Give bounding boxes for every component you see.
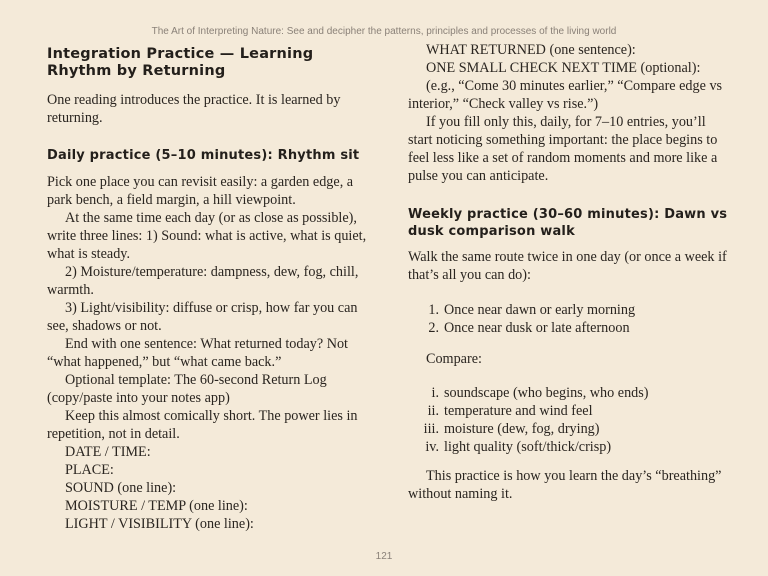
daily-paragraph-5: End with one sentence: What returned today? Not “what happened,” but “what came back.” xyxy=(47,336,349,370)
template-line: PLACE: xyxy=(65,462,114,478)
list-item: i. soundscape (who begins, who ends) xyxy=(431,385,649,401)
weekly-intro-paragraph: Walk the same route twice in one day (or once a week if that’s all you can do): xyxy=(408,249,727,283)
list-item: 2. Once near dusk or late afternoon xyxy=(428,320,630,336)
daily-paragraph-6: Optional template: The 60-second Return Log (copy/paste into your notes app) xyxy=(47,372,327,406)
examples-paragraph: (e.g., “Come 30 minutes earlier,” “Compare edge vs interior,” “Check valley vs rise.”) xyxy=(408,78,723,112)
daily-paragraph-1: Pick one place you can revisit easily: a garden edge, a park bench, a field margin, a hill viewpoint. xyxy=(47,174,354,208)
walk-times-list xyxy=(408,301,728,337)
list-item: ii. temperature and wind feel xyxy=(427,403,593,419)
compare-label: Compare: xyxy=(426,351,482,367)
daily-paragraph-7: Keep this almost comically short. The power lies in repetition, not in detail. xyxy=(47,408,358,442)
template-line: SOUND (one line): xyxy=(65,480,177,496)
template-continued xyxy=(408,41,728,185)
template-line: LIGHT / VISIBILITY (one line): xyxy=(65,516,254,532)
compare-list xyxy=(408,384,728,456)
weekly-practice-heading: Weekly practice (30–60 minutes): Dawn vs dusk comparison walk xyxy=(408,207,728,239)
list-item: 1. Once near dawn or early morning xyxy=(428,302,636,318)
section-title: Integration Practice — Learning Rhythm by Returning xyxy=(47,46,314,79)
list-item: iii. moisture (dew, fog, drying) xyxy=(423,421,600,437)
page-number: 121 xyxy=(375,551,393,562)
daily-practice-heading: Daily practice (5–10 minutes): Rhythm sit xyxy=(47,148,360,163)
template-line: WHAT RETURNED (one sentence): xyxy=(426,42,636,58)
daily-paragraph-2: At the same time each day (or as close as possible), write three lines: 1) Sound: what is active, what is quiet, what is steady. xyxy=(47,210,367,262)
daily-paragraph-3: 2) Moisture/temperature: dampness, dew, fog, chill, warmth. xyxy=(47,264,359,298)
running-header: The Art of Interpreting Nature: See and decipher the patterns, principles and processes of the living world xyxy=(151,26,617,37)
template-line: MOISTURE / TEMP (one line): xyxy=(65,498,248,514)
closing-paragraph: This practice is how you learn the day’s “breathing” without naming it. xyxy=(408,468,722,502)
daily-closing-paragraph: If you fill only this, daily, for 7–10 entries, you’ll start noticing something important: the place begins to feel less like a set of random moments and more like a pulse you can anticipate. xyxy=(408,114,718,184)
intro-paragraph: One reading introduces the practice. It is learned by returning. xyxy=(47,92,341,126)
daily-paragraph-4: 3) Light/visibility: diffuse or crisp, how far you can see, shadows or not. xyxy=(47,300,358,334)
template-line: DATE / TIME: xyxy=(65,444,151,460)
daily-practice-body xyxy=(47,173,372,533)
template-line: ONE SMALL CHECK NEXT TIME (optional): xyxy=(426,60,701,76)
list-item: iv. light quality (soft/thick/crisp) xyxy=(425,439,612,455)
